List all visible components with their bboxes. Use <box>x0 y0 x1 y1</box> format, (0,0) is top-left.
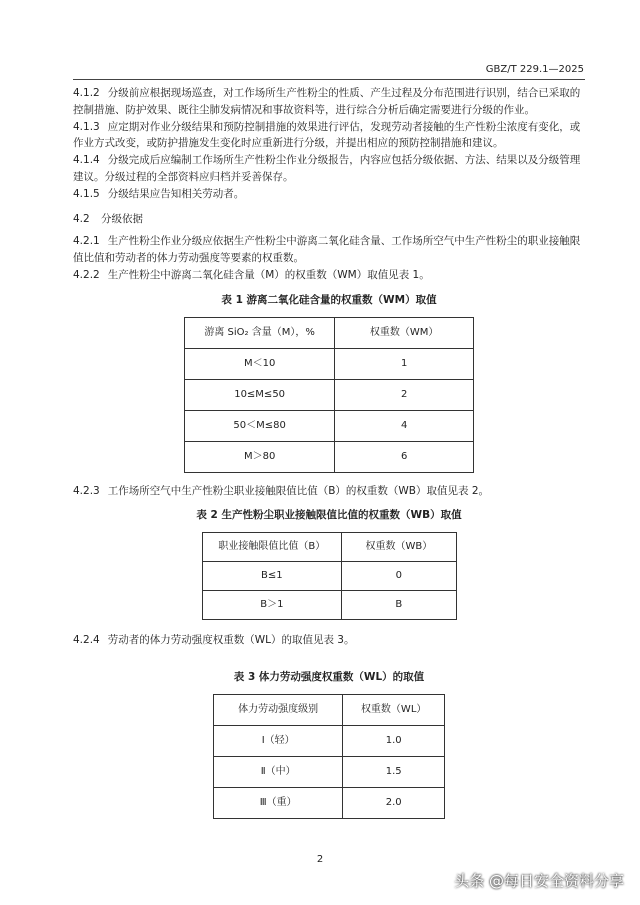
section-heading <box>73 211 585 228</box>
clause-4-1-3 <box>73 119 585 153</box>
clause-number: 4.2.2 <box>73 268 100 281</box>
table1-header-cell: 游离 SiO₂ 含量（M），% <box>185 317 335 348</box>
table-row <box>214 756 445 787</box>
clause-4-1-2 <box>73 85 585 119</box>
table-row <box>185 410 474 441</box>
table-cell: M＜10 <box>185 348 335 379</box>
table3-header-cell: 权重数（WL） <box>343 694 445 725</box>
table-cell: B <box>342 591 456 620</box>
clause-text: 生产性粉尘中游离二氧化硅含量（M）的权重数（WM）取值见表 1。 <box>107 268 430 281</box>
table-cell: M＞80 <box>185 441 335 472</box>
clause-number: 4.1.2 <box>73 87 100 99</box>
clause-text: 分级前应根据现场巡查，对工作场所生产性粉尘的性质、产生过程及分布范围进行识别，结合已采取的控制措施、防护效果、既往尘肺发病情况和事故资料等，进行综合分析后确定需要进行分级的作业。 <box>73 87 581 116</box>
table3-title: 表 3 体力劳动强度权重数（WL）的取值 <box>233 670 425 683</box>
clause-4-1-5 <box>73 186 585 203</box>
table-cell: B≤1 <box>202 562 342 591</box>
table1 <box>184 317 474 473</box>
table-row <box>185 379 474 410</box>
table-cell: 1.0 <box>343 725 445 756</box>
clause-text: 工作场所空气中生产性粉尘职业接触限值比值（B）的权重数（WB）取值见表 2。 <box>107 484 490 497</box>
clause-4-2-4 <box>73 632 585 649</box>
clause-number: 4.2.3 <box>73 484 100 497</box>
clause-number: 4.1.4 <box>73 154 100 167</box>
table-cell: 1 <box>335 348 474 379</box>
table-cell: 0 <box>342 562 456 591</box>
clause-number: 4.2.4 <box>73 634 100 647</box>
standard-code: GBZ/T 229.1—2025 <box>485 64 584 75</box>
document-body <box>73 85 585 819</box>
clause-4-2-3 <box>73 483 585 500</box>
table-cell: Ⅰ（轻） <box>214 725 343 756</box>
table-cell: 6 <box>335 441 474 472</box>
table2-title: 表 2 生产性粉尘职业接触限值比值的权重数（WB）取值 <box>196 509 462 522</box>
header-rule <box>73 79 585 80</box>
table1-title: 表 1 游离二氧化硅含量的权重数（WM）取值 <box>221 293 437 306</box>
table2-header-cell: 职业接触限值比值（B） <box>202 533 342 562</box>
table-cell: Ⅱ（中） <box>214 756 343 787</box>
clause-number: 4.2.1 <box>73 235 100 248</box>
table-cell: Ⅲ（重） <box>214 787 343 818</box>
table1-header-cell: 权重数（WM） <box>335 317 474 348</box>
clauses-4-1 <box>73 85 585 203</box>
clause-4-2-2 <box>73 267 585 284</box>
table-row <box>214 787 445 818</box>
table-cell: 1.5 <box>343 756 445 787</box>
table-row <box>185 441 474 472</box>
table-row <box>202 591 456 620</box>
clause-4-2-1 <box>73 233 585 267</box>
table-cell: 10≤M≤50 <box>185 379 335 410</box>
clause-text: 生产性粉尘作业分级应依据生产性粉尘中游离二氧化硅含量、工作场所空气中生产性粉尘的职业接触限值比值和劳动者的体力劳动强度等要素的权重数。 <box>73 235 581 265</box>
table-cell: B＞1 <box>202 591 342 620</box>
table-cell: 4 <box>335 410 474 441</box>
table3-header-cell: 体力劳动强度级别 <box>214 694 343 725</box>
clause-text: 劳动者的体力劳动强度权重数（WL）的取值见表 3。 <box>107 634 355 647</box>
clause-text: 分级完成后应编制工作场所生产性粉尘作业分级报告，内容应包括分级依据、方法、结果以及分级管理建议。分级过程的全部资料应归档并妥善保存。 <box>73 154 581 183</box>
table-cell: 50＜M≤80 <box>185 410 335 441</box>
clause-number: 4.1.5 <box>73 187 100 200</box>
section-title: 分级依据 <box>101 212 144 225</box>
table-row <box>202 562 456 591</box>
table2 <box>202 532 457 620</box>
watermark: 头条 @每日安全资料分享 <box>454 872 624 890</box>
clause-text: 分级结果应告知相关劳动者。 <box>107 187 245 200</box>
table2-header-cell: 权重数（WB） <box>342 533 456 562</box>
clause-4-1-4 <box>73 152 585 186</box>
section-number: 4.2 <box>73 212 90 225</box>
table-cell: 2 <box>335 379 474 410</box>
table-row <box>214 725 445 756</box>
table3 <box>213 694 445 819</box>
clause-number: 4.1.3 <box>73 120 100 133</box>
table-row <box>185 348 474 379</box>
table-cell: 2.0 <box>343 787 445 818</box>
page-number: 2 <box>316 854 324 865</box>
clause-text: 应定期对作业分级结果和预防控制措施的效果进行评估，发现劳动者接触的生产性粉尘浓度有变化，或作业方式改变，或防护措施发生变化时应重新进行分级，并提出相应的预防控制措施和建议。 <box>73 120 581 150</box>
